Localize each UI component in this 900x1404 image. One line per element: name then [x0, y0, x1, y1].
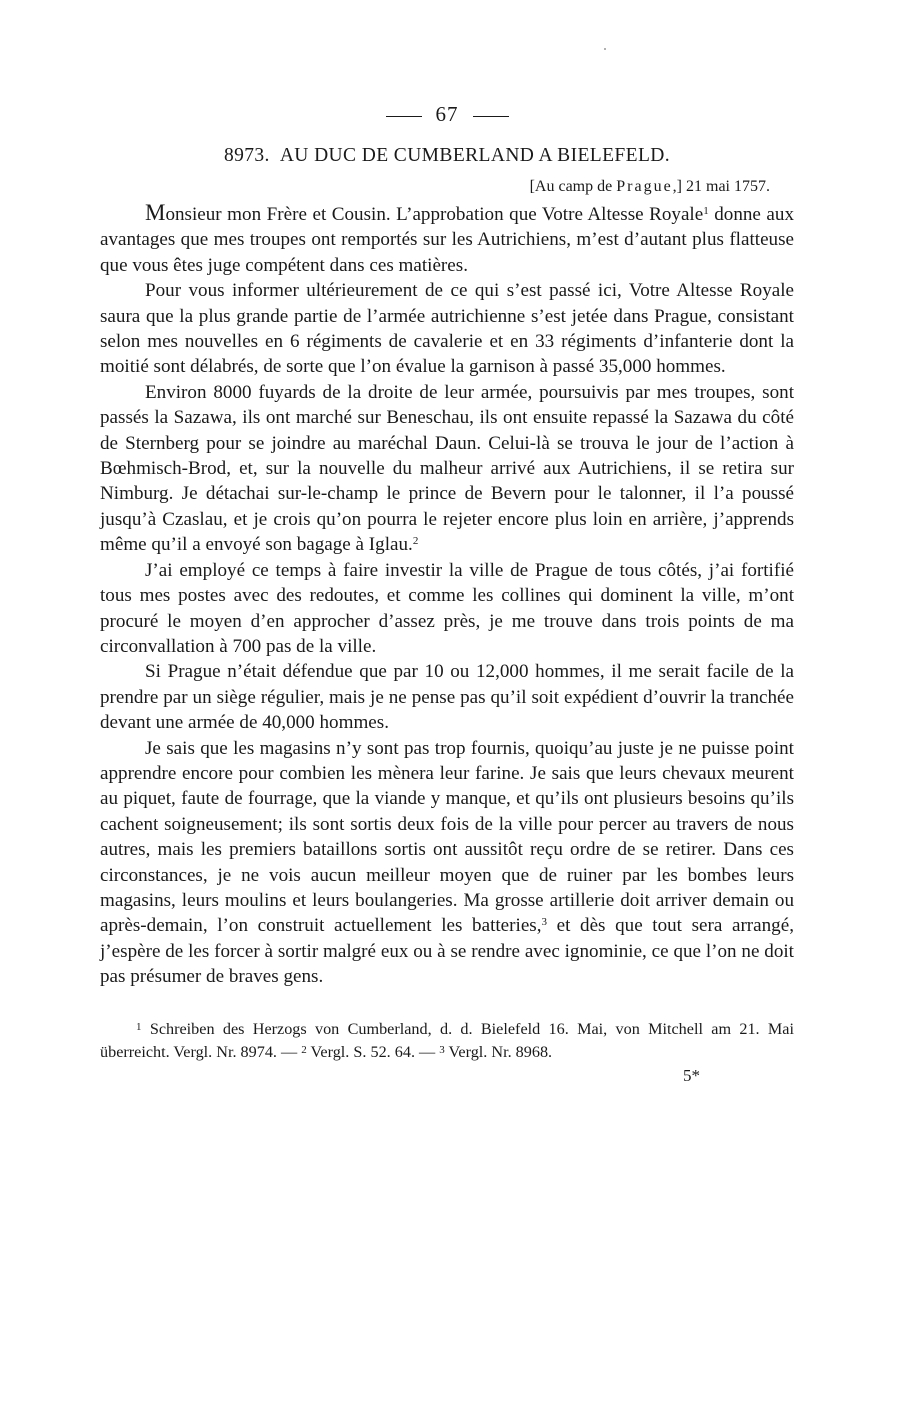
- page-number-text: 67: [435, 102, 459, 126]
- footnote-mark: 2: [301, 1043, 307, 1056]
- paragraph-text: Environ 8000 fuyards de la droite de leur armée, poursuivis par mes troupes, sont passés la Sazawa, ils ont marché sur Beneschau, ils ont ensuite repassé la Sazawa du côté de Sternberg pour se joindre au maréchal Daun. Celui-là se trouva le jour de l’action à Bœhmisch-Brod, et, sur la nouvelle du malheur arrivé aux Autrichiens, il se retira sur Nimburg. Je détachai sur-le-champ le prince de Bevern pour le talonner, il l’a poussé jusqu’à Czaslau, et je crois qu’on pourra le rejeter encore plus loin en arrière, j’apprends même qu’il a envoyé son bagage à Iglau.: [100, 381, 794, 556]
- paragraph-text: Si Prague n’était défendue que par 10 ou 12,000 hommes, il me serait facile de la prendre par un siège régulier, mais je ne pense pas qu’il soit expédient d’ouvrir la tranchée devant une armée de 40,000 hommes.: [100, 661, 794, 734]
- page-number: [100, 96, 794, 132]
- paragraph: [100, 659, 794, 735]
- paragraph: [100, 278, 794, 380]
- right-dash: [473, 116, 509, 117]
- page-speck: [604, 48, 606, 50]
- footnote-text: Schreiben des Herzogs von Cumberland, d. d. Bielefeld 16. Mai, von Mitchell am 21. Mai überreicht. Vergl. Nr. 8974. —: [100, 1019, 794, 1061]
- left-dash: [386, 116, 422, 117]
- footnote: [100, 1018, 794, 1064]
- letter-title: AU DUC DE CUMBERLAND A BIELEFELD.: [279, 145, 671, 166]
- dateline-open: [Au camp de: [529, 178, 617, 195]
- letter-number: 8973.: [223, 145, 270, 166]
- signature-mark: 5*: [683, 1065, 700, 1085]
- footnote-mark: 1: [136, 1020, 142, 1033]
- footnote-text: Vergl. Nr. 8968.: [444, 1042, 553, 1061]
- letter-heading: [100, 140, 794, 172]
- paragraph: [100, 736, 794, 990]
- document-page: [100, 96, 794, 1088]
- initial-letter: M: [145, 200, 166, 225]
- footnote-reference: 2: [412, 535, 419, 548]
- footnote-reference: 3: [541, 916, 547, 929]
- paragraph-text: J’ai employé ce temps à faire investir la ville de Prague de tous côtés, j’ai fortifié tous mes postes avec des redoutes, et comme les collines qui dominent la ville, m’ont procuré le moyen d’en approcher d’assez près, je me trouve dans trois points de ma circonvallation à 700 pas de la ville.: [100, 559, 794, 657]
- footnotes: [100, 1018, 794, 1064]
- paragraph-text: Je sais que les magasins n’y sont pas trop fournis, quoiqu’au juste je ne puisse point apprendre encore pour combien les mènera leur farine. Je sais que leurs chevaux meurent au piquet, faute de fourrage, que la viande y manque, et qu’ils ont plusieurs besoins qu’ils cachent soigneusement; ils sont sortis deux fois de la ville pour percer au travers de nous autres, mais les premiers bataillons sortis ont aussitôt reçu ordre de se retirer. Dans ces circonstances, je ne vois aucun meilleur moyen que de ruiner par les bombes leurs magasins, leurs moulins et leurs boulangeries. Ma grosse artillerie doit arriver demain ou après-demain, l’on construit actuellement les batteries,: [100, 737, 794, 937]
- dateline: [100, 174, 794, 200]
- dateline-close: ,] 21 mai 1757.: [672, 178, 770, 195]
- paragraph-text: et dès que tout sera arrangé, j’espère de les forcer à sortir malgré eux ou à se rendre avec ignominie, ce que l’on ne doit pas présumer de braves gens.: [100, 915, 794, 988]
- footnote-text: Vergl. S. 52. 64. —: [306, 1042, 440, 1061]
- paragraph-text: donne aux avantages que mes troupes ont remportés sur les Autrichiens, m’est d’autant plus flatteuse que vous êtes juge compétent dans ces matières.: [100, 204, 794, 276]
- paragraph: [100, 200, 794, 278]
- paragraph: [100, 380, 794, 558]
- dateline-place: Prague: [616, 178, 673, 195]
- paragraph-text: Pour vous informer ultérieurement de ce qui s’est passé ici, Votre Altesse Royale saura que la plus grande partie de l’armée autrichienne s’est jetée dans Prague, consistant selon mes nouvelles en 6 régiments de cavalerie et en 33 régiments d’infanterie dont la moitié sont délabrés, de sorte que l’on évalue la garnison à passé 35,000 hommes.: [100, 280, 794, 378]
- paragraph-text: onsieur mon Frère et Cousin. L’approbation que Votre Altesse Royale: [165, 204, 704, 225]
- paragraph: [100, 558, 794, 660]
- footnote-reference: 1: [703, 205, 709, 217]
- footnote-mark: 3: [439, 1043, 445, 1056]
- letter-body: [100, 200, 794, 990]
